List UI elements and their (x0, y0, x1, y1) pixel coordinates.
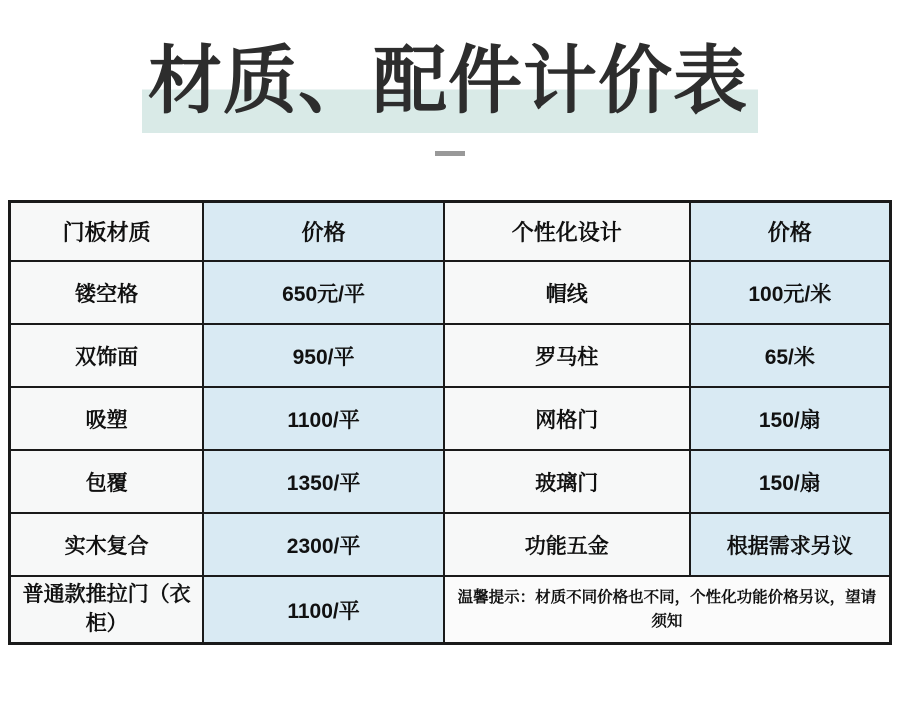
title-section (0, 0, 900, 156)
design-price-cell: 150/扇 (690, 450, 891, 513)
material-price-cell: 1100/平 (203, 387, 444, 450)
design-price-cell: 65/米 (690, 324, 891, 387)
material-cell: 吸塑 (10, 387, 204, 450)
pricing-table (8, 200, 892, 645)
page-title: 材质、配件计价表 (142, 42, 758, 133)
design-cell: 罗马柱 (444, 324, 690, 387)
material-cell: 普通款推拉门（衣柜） (10, 576, 204, 643)
material-price-cell: 950/平 (203, 324, 444, 387)
table-row (10, 513, 891, 576)
design-price-cell: 根据需求另议 (690, 513, 891, 576)
design-cell: 网格门 (444, 387, 690, 450)
notice-cell: 温馨提示：材质不同价格也不同，个性化功能价格另议，望请须知 (444, 576, 891, 643)
header-price-right: 价格 (690, 201, 891, 261)
table-row (10, 324, 891, 387)
material-price-cell: 2300/平 (203, 513, 444, 576)
material-cell: 包覆 (10, 450, 204, 513)
design-cell: 帽线 (444, 261, 690, 324)
table-row (10, 576, 891, 643)
material-cell: 镂空格 (10, 261, 204, 324)
design-cell: 功能五金 (444, 513, 690, 576)
material-cell: 双饰面 (10, 324, 204, 387)
material-price-cell: 650元/平 (203, 261, 444, 324)
material-cell: 实木复合 (10, 513, 204, 576)
title-divider-dash (435, 151, 465, 156)
design-price-cell: 150/扇 (690, 387, 891, 450)
material-price-cell: 1100/平 (203, 576, 444, 643)
header-door-material: 门板材质 (10, 201, 204, 261)
design-price-cell: 100元/米 (690, 261, 891, 324)
material-price-cell: 1350/平 (203, 450, 444, 513)
table-row (10, 387, 891, 450)
table-row (10, 261, 891, 324)
header-price-left: 价格 (203, 201, 444, 261)
table-row (10, 450, 891, 513)
design-cell: 玻璃门 (444, 450, 690, 513)
table-header-row (10, 201, 891, 261)
header-custom-design: 个性化设计 (444, 201, 690, 261)
